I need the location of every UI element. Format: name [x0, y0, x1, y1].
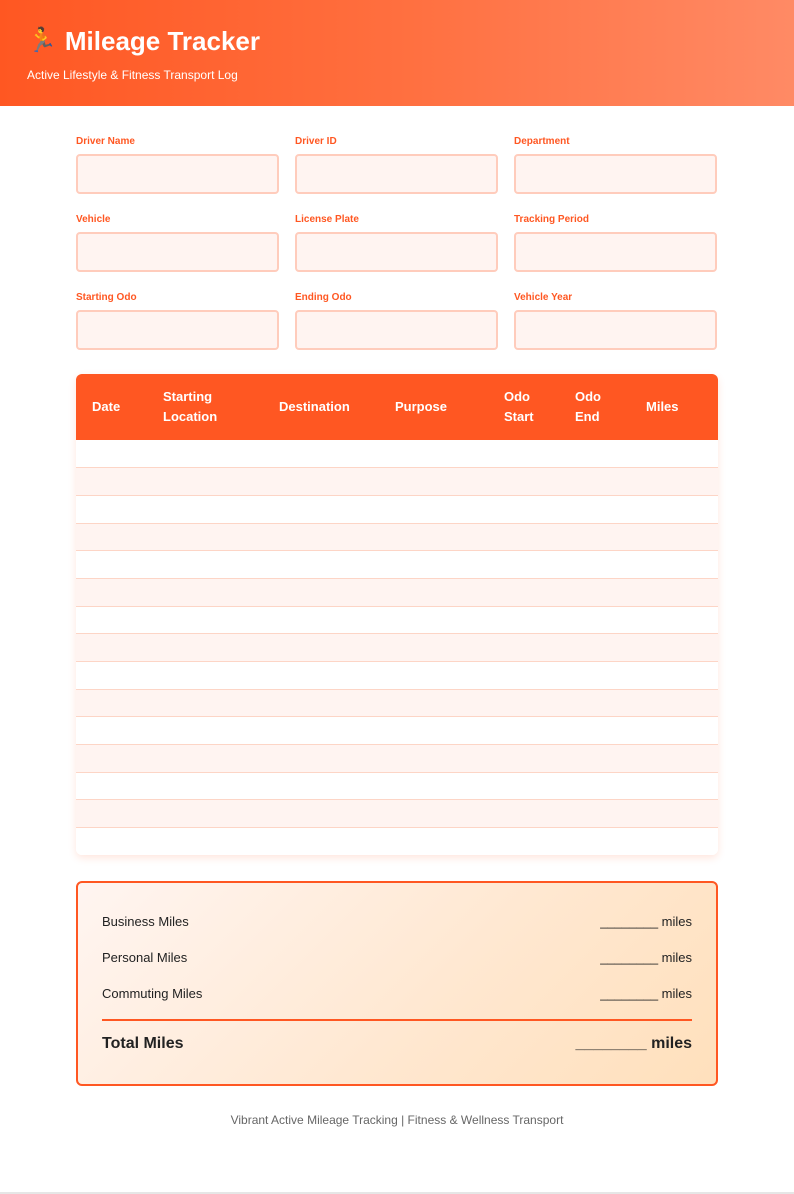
table-cell[interactable] — [559, 662, 630, 690]
table-cell[interactable] — [379, 634, 488, 662]
table-cell[interactable] — [147, 468, 263, 496]
table-row — [76, 440, 718, 468]
table-cell[interactable] — [379, 495, 488, 523]
column-header-miles: Miles — [646, 399, 679, 414]
table-row — [76, 717, 718, 745]
field-ending-odo — [295, 292, 498, 370]
table-cell[interactable] — [559, 717, 630, 745]
vehicle-input[interactable] — [76, 232, 279, 272]
table-cell[interactable] — [379, 606, 488, 634]
summary-label: Commuting Miles — [102, 985, 203, 1001]
table-cell[interactable] — [263, 523, 379, 551]
field-driver-name — [76, 136, 279, 214]
table-cell[interactable] — [147, 578, 263, 606]
field-license-plate — [295, 214, 498, 292]
table-cell[interactable] — [263, 468, 379, 496]
vehicle-year-input[interactable] — [514, 310, 717, 350]
table-cell[interactable] — [263, 689, 379, 717]
summary-label: Personal Miles — [102, 949, 188, 965]
table-cell[interactable] — [630, 440, 718, 468]
table-cell[interactable] — [488, 551, 559, 579]
summary-value: ________ miles — [600, 913, 692, 929]
column-header-starting-location: Starting Location — [163, 389, 218, 424]
table-cell[interactable] — [76, 468, 147, 496]
table-cell[interactable] — [630, 772, 718, 800]
table-cell[interactable] — [263, 634, 379, 662]
column-header-odo-start: Odo Start — [504, 389, 534, 424]
mileage-summary — [76, 881, 718, 1086]
table-cell[interactable] — [559, 606, 630, 634]
table-cell[interactable] — [379, 468, 488, 496]
table-cell[interactable] — [263, 440, 379, 468]
table-row — [76, 662, 718, 690]
table-cell[interactable] — [147, 689, 263, 717]
table-cell[interactable] — [630, 578, 718, 606]
field-driver-id — [295, 136, 498, 214]
table-cell[interactable] — [379, 523, 488, 551]
table-row — [76, 523, 718, 551]
table-cell[interactable] — [630, 800, 718, 828]
table-cell[interactable] — [488, 634, 559, 662]
table-cell[interactable] — [76, 745, 147, 773]
total-value: ________ miles — [575, 1035, 692, 1053]
table-cell[interactable] — [147, 606, 263, 634]
field-vehicle — [76, 214, 279, 292]
table-cell[interactable] — [630, 662, 718, 690]
table-cell[interactable] — [488, 828, 559, 856]
table-cell[interactable] — [263, 828, 379, 856]
table-cell[interactable] — [263, 745, 379, 773]
table-cell[interactable] — [263, 551, 379, 579]
field-label: Driver Name — [76, 136, 135, 147]
driver-id-input[interactable] — [295, 154, 498, 194]
table-cell[interactable] — [630, 634, 718, 662]
page-title: Mileage Tracker — [64, 26, 261, 56]
summary-row-business — [102, 903, 692, 939]
table-cell[interactable] — [379, 440, 488, 468]
table-cell[interactable] — [630, 551, 718, 579]
table-cell[interactable] — [630, 495, 718, 523]
table-cell[interactable] — [379, 800, 488, 828]
table-cell[interactable] — [630, 689, 718, 717]
footer-text: Vibrant Active Mileage Tracking | Fitness & Wellness Transport — [230, 1113, 564, 1128]
table-cell[interactable] — [76, 495, 147, 523]
table-cell[interactable] — [263, 662, 379, 690]
table-cell[interactable] — [488, 440, 559, 468]
table-cell[interactable] — [559, 689, 630, 717]
table-cell[interactable] — [559, 551, 630, 579]
department-input[interactable] — [514, 154, 717, 194]
table-row — [76, 634, 718, 662]
total-label: Total Miles — [102, 1035, 184, 1053]
table-cell[interactable] — [147, 828, 263, 856]
table-cell[interactable] — [147, 551, 263, 579]
table-cell[interactable] — [379, 772, 488, 800]
table-cell[interactable] — [147, 662, 263, 690]
column-header-purpose: Purpose — [395, 399, 448, 414]
table-cell[interactable] — [263, 772, 379, 800]
table-cell[interactable] — [559, 634, 630, 662]
table-cell[interactable] — [76, 578, 147, 606]
table-header-row — [76, 374, 718, 440]
table-cell[interactable] — [147, 440, 263, 468]
table-row — [76, 551, 718, 579]
table-cell[interactable] — [379, 689, 488, 717]
field-department — [514, 136, 717, 214]
table-cell[interactable] — [76, 828, 147, 856]
table-cell[interactable] — [559, 745, 630, 773]
starting-odo-input[interactable] — [76, 310, 279, 350]
info-fields — [76, 136, 718, 370]
table-cell[interactable] — [76, 634, 147, 662]
summary-label: Business Miles — [102, 913, 189, 929]
ending-odo-input[interactable] — [295, 310, 498, 350]
mileage-log-table — [76, 374, 718, 855]
table-cell[interactable] — [263, 578, 379, 606]
table-row — [76, 772, 718, 800]
column-header-odo-end: Odo End — [575, 389, 601, 424]
table-cell[interactable] — [263, 606, 379, 634]
table-cell[interactable] — [488, 772, 559, 800]
tracking-period-input[interactable] — [514, 232, 717, 272]
table-cell[interactable] — [488, 523, 559, 551]
table-cell[interactable] — [76, 662, 147, 690]
table-cell[interactable] — [379, 578, 488, 606]
table-cell[interactable] — [76, 523, 147, 551]
table-cell[interactable] — [263, 495, 379, 523]
summary-divider — [102, 1019, 692, 1021]
field-tracking-period — [514, 214, 717, 292]
table-cell[interactable] — [630, 717, 718, 745]
table-cell[interactable] — [379, 745, 488, 773]
table-row — [76, 828, 718, 856]
summary-row-commuting — [102, 975, 692, 1011]
field-label: Vehicle — [76, 214, 111, 225]
table-cell[interactable] — [147, 800, 263, 828]
field-label: Vehicle Year — [514, 292, 573, 303]
table-cell[interactable] — [76, 606, 147, 634]
table-row — [76, 606, 718, 634]
table-row — [76, 578, 718, 606]
table-cell[interactable] — [488, 717, 559, 745]
table-cell[interactable] — [379, 717, 488, 745]
table-cell[interactable] — [488, 689, 559, 717]
column-header-date: Date — [92, 399, 121, 414]
table-cell[interactable] — [263, 800, 379, 828]
title-row — [27, 26, 767, 56]
table-cell[interactable] — [379, 828, 488, 856]
field-label: Starting Odo — [76, 292, 137, 303]
table-cell[interactable] — [488, 662, 559, 690]
table-cell[interactable] — [147, 772, 263, 800]
field-label: Department — [514, 136, 570, 147]
table-cell[interactable] — [379, 662, 488, 690]
table-cell[interactable] — [76, 689, 147, 717]
table-cell[interactable] — [263, 717, 379, 745]
table-cell[interactable] — [76, 551, 147, 579]
table-cell[interactable] — [630, 828, 718, 856]
table-cell[interactable] — [147, 495, 263, 523]
table-row — [76, 495, 718, 523]
table-cell[interactable] — [559, 495, 630, 523]
field-label: Ending Odo — [295, 292, 352, 303]
table-cell[interactable] — [147, 523, 263, 551]
table-cell[interactable] — [559, 468, 630, 496]
license-plate-input[interactable] — [295, 232, 498, 272]
field-label: Driver ID — [295, 136, 337, 147]
table-cell[interactable] — [76, 800, 147, 828]
table-row — [76, 745, 718, 773]
summary-total-row — [102, 1035, 692, 1053]
table-cell[interactable] — [559, 800, 630, 828]
field-starting-odo — [76, 292, 279, 370]
table-cell[interactable] — [488, 606, 559, 634]
summary-value: ________ miles — [600, 985, 692, 1001]
field-label: Tracking Period — [514, 214, 590, 225]
field-label: License Plate — [295, 214, 359, 225]
summary-row-personal — [102, 939, 692, 975]
table-row — [76, 800, 718, 828]
table-cell[interactable] — [488, 800, 559, 828]
table-cell[interactable] — [147, 717, 263, 745]
table-cell[interactable] — [630, 468, 718, 496]
field-vehicle-year — [514, 292, 717, 370]
table-cell[interactable] — [559, 828, 630, 856]
driver-name-input[interactable] — [76, 154, 279, 194]
table-cell[interactable] — [630, 745, 718, 773]
table-row — [76, 689, 718, 717]
form-content — [0, 136, 794, 1127]
table-cell[interactable] — [379, 551, 488, 579]
table-cell[interactable] — [488, 495, 559, 523]
table-cell[interactable] — [630, 606, 718, 634]
table-cell[interactable] — [630, 523, 718, 551]
column-header-destination: Destination — [279, 399, 350, 414]
table-body — [76, 440, 718, 855]
runner-icon: 🏃 — [27, 27, 57, 54]
table-cell[interactable] — [76, 772, 147, 800]
table-cell[interactable] — [559, 440, 630, 468]
table-cell[interactable] — [488, 468, 559, 496]
table-cell[interactable] — [147, 745, 263, 773]
page-header — [0, 0, 794, 106]
table-cell[interactable] — [559, 772, 630, 800]
table-row — [76, 468, 718, 496]
table-cell[interactable] — [76, 717, 147, 745]
table-cell[interactable] — [76, 440, 147, 468]
table-cell[interactable] — [488, 578, 559, 606]
table-cell[interactable] — [147, 634, 263, 662]
table-cell[interactable] — [559, 523, 630, 551]
page-subtitle: Active Lifestyle & Fitness Transport Log — [27, 68, 238, 82]
table-cell[interactable] — [488, 745, 559, 773]
summary-value: ________ miles — [600, 949, 692, 965]
table-cell[interactable] — [559, 578, 630, 606]
